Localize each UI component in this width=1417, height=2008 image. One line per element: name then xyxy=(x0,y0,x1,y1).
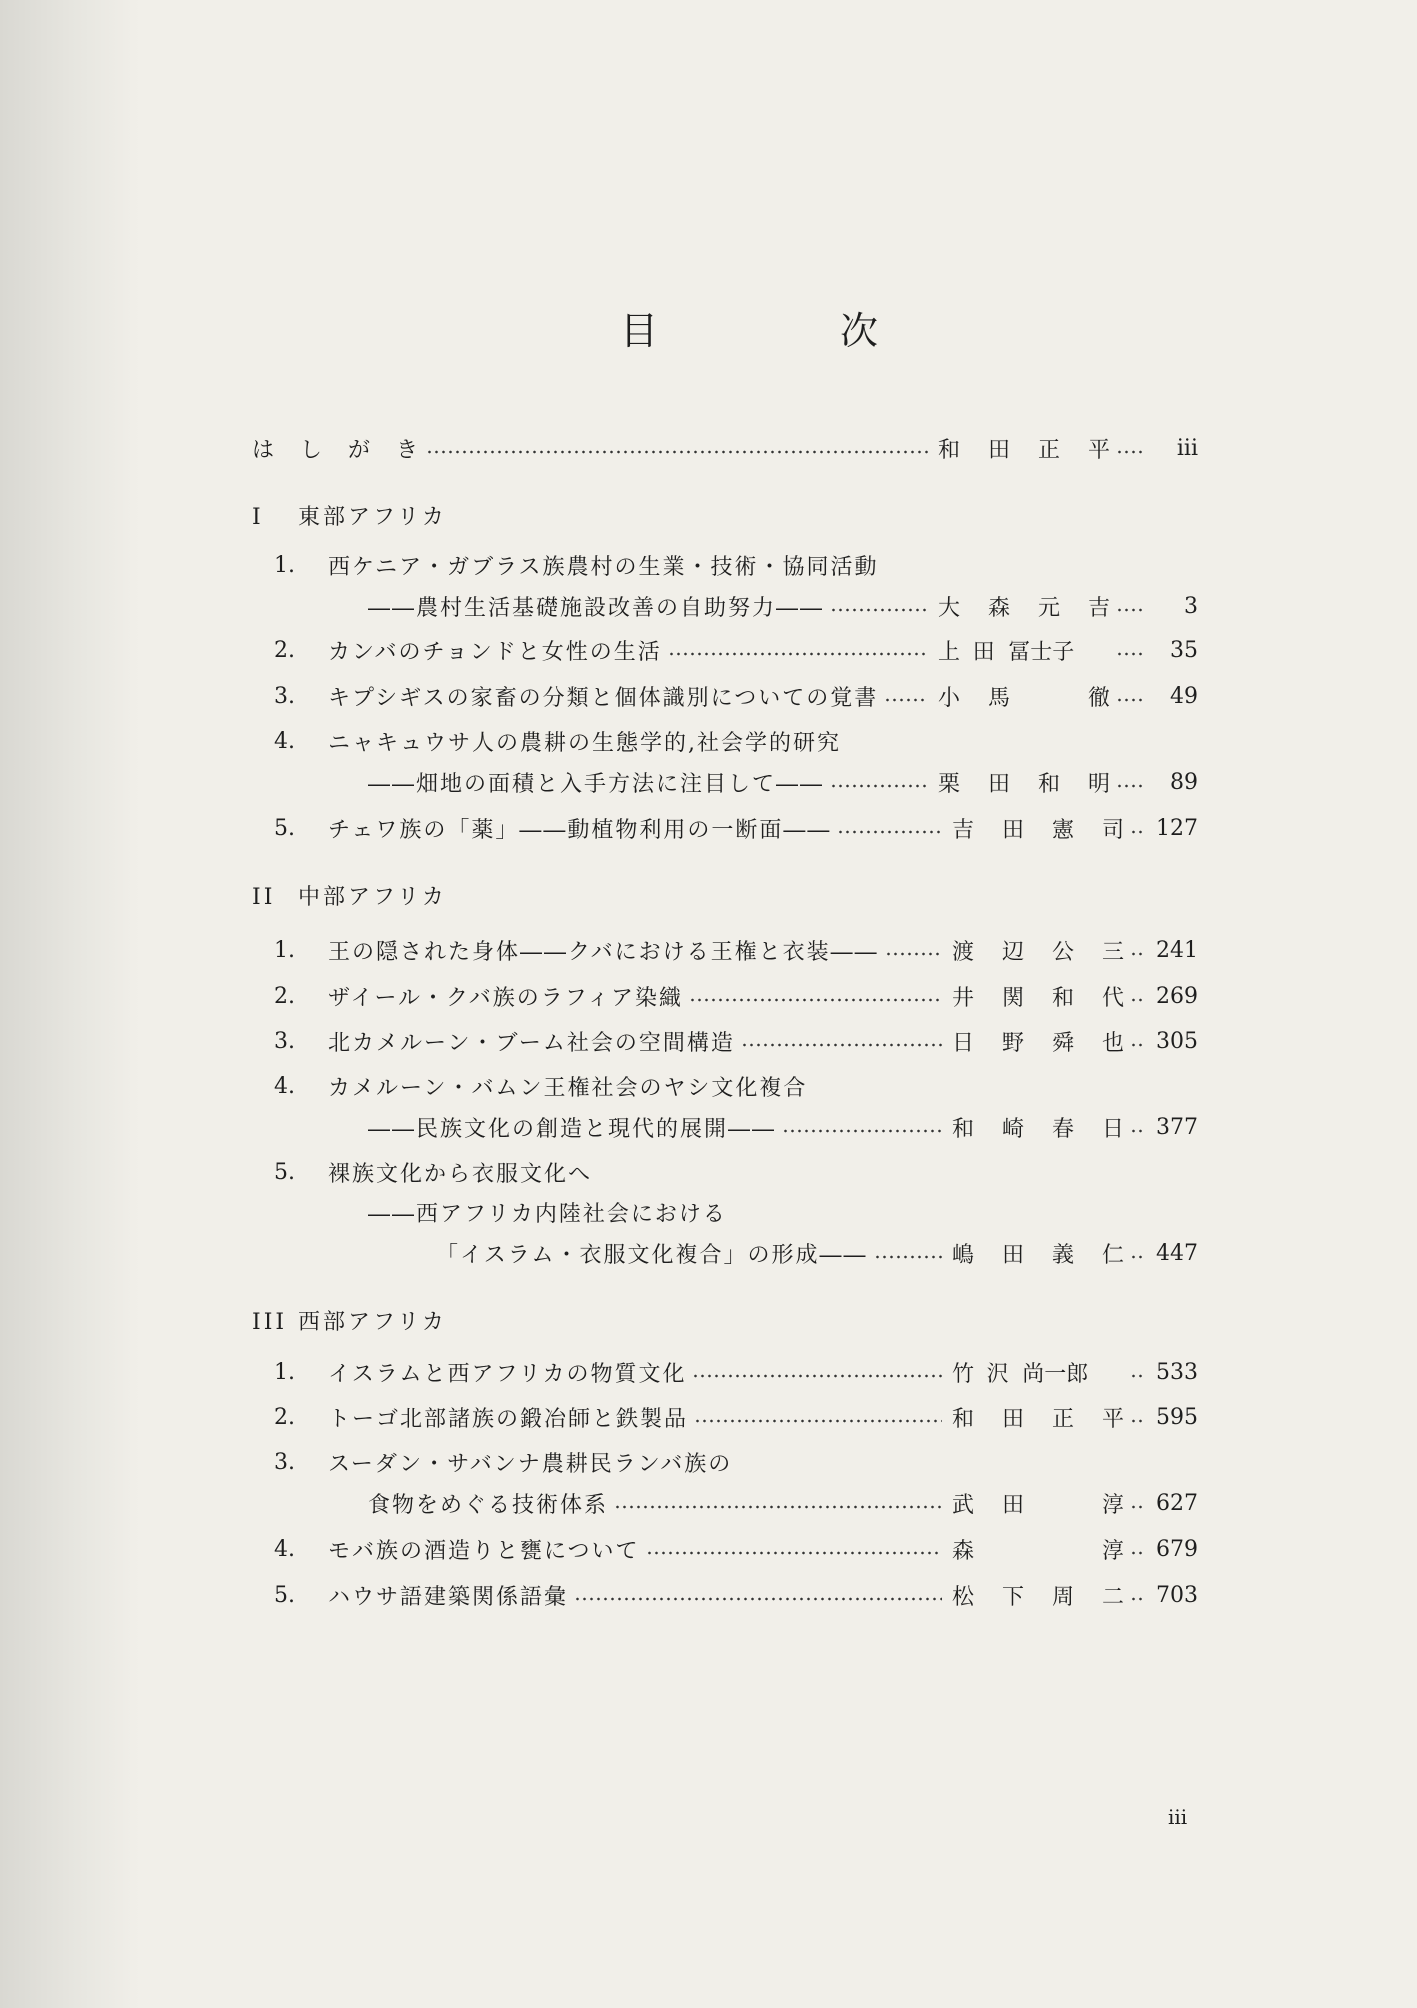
toc-entry[interactable]: 2. ザイール・クバ族のラフィア染織 井 関 和 代 269 xyxy=(252,976,1198,1016)
entry-author: 竹 沢 尚一郎 xyxy=(951,1361,1089,1387)
toc-entry[interactable]: 2. カンバのチョンドと女性の生活 上 田 冨士子 35 xyxy=(252,630,1198,670)
toc-entry-preface[interactable] xyxy=(252,428,1198,468)
toc-entry-cont[interactable]: 食物をめぐる技術体系 武 田 淳 627 xyxy=(252,1483,1198,1523)
leader-dots xyxy=(689,998,942,1002)
toc-entry[interactable]: 5. チェワ族の「薬」――動植物利用の一断面―― 吉 田 憲 司 127 xyxy=(252,808,1198,848)
toc-entry-cont[interactable]: ――農村生活基礎施設改善の自助努力―― 大 森 元 吉 3 xyxy=(252,586,1198,626)
leader-dots xyxy=(614,1505,942,1509)
leader-dots xyxy=(874,1255,942,1259)
entry-author: 栗 田 和 明 xyxy=(937,771,1110,797)
section-heading-3: III 西部アフリカ xyxy=(252,1310,447,1335)
entry-author: 小 馬 徹 xyxy=(937,685,1110,711)
leader-dots xyxy=(694,1419,942,1423)
entry-author: 井 関 和 代 xyxy=(951,985,1124,1011)
leader-dots xyxy=(741,1043,942,1047)
entry-author: 上 田 冨士子 xyxy=(937,639,1075,665)
page-edge-shadow xyxy=(0,0,140,2008)
toc-entry-cont: ――西アフリカ内陸社会における xyxy=(368,1201,727,1227)
entry-author: 日 野 舜 也 xyxy=(951,1030,1124,1056)
entry-author: 武 田 淳 xyxy=(951,1492,1124,1518)
toc-entry[interactable]: 1. 王の隠された身体――クバにおける王権と衣装―― 渡 辺 公 三 241 xyxy=(252,930,1198,970)
entry-author: 和 田 正 平 xyxy=(951,1406,1124,1432)
toc-entry[interactable]: 5. 裸族文化から衣服文化へ xyxy=(274,1159,593,1187)
toc-entry[interactable]: 3. キプシギスの家畜の分類と個体識別についての覚書 小 馬 徹 49 xyxy=(252,676,1198,716)
toc-entry-cont[interactable]: ――畑地の面積と入手方法に注目して―― 栗 田 和 明 89 xyxy=(252,762,1198,802)
entry-author: 渡 辺 公 三 xyxy=(951,939,1124,965)
toc-entry[interactable]: 4. モバ族の酒造りと甕について 森 淳 679 xyxy=(252,1529,1198,1569)
leader-dots xyxy=(885,952,942,956)
leader-dots xyxy=(574,1597,942,1601)
entry-author: 松 下 周 二 xyxy=(951,1584,1124,1610)
toc-entry-cont[interactable]: 「イスラム・衣服文化複合」の形成―― 嶋 田 義 仁 447 xyxy=(252,1233,1198,1273)
toc-entry-cont[interactable]: ――民族文化の創造と現代的展開―― 和 崎 春 日 377 xyxy=(252,1107,1198,1147)
page-number: iii xyxy=(1168,1805,1188,1829)
leader-dots xyxy=(830,784,928,788)
leader-dots xyxy=(646,1551,942,1555)
toc-entry[interactable]: 2. トーゴ北部諸族の鍛冶師と鉄製品 和 田 正 平 595 xyxy=(252,1397,1198,1437)
leader-dots xyxy=(837,830,942,834)
leader-dots xyxy=(668,652,928,656)
leader-dots xyxy=(426,450,928,454)
leader-dots xyxy=(692,1374,942,1378)
toc-entry[interactable]: 4. カメルーン・バムン王権社会のヤシ文化複合 xyxy=(274,1073,808,1101)
toc-entry[interactable]: 1. 西ケニア・ガブラス族農村の生業・技術・協同活動 xyxy=(274,552,879,580)
entry-author: 和 崎 春 日 xyxy=(951,1116,1124,1142)
entry-author: 和 田 正 平 xyxy=(937,437,1110,463)
toc-entry[interactable]: 4. ニャキュウサ人の農耕の生態学的,社会学的研究 xyxy=(274,728,841,756)
leader-dots xyxy=(884,698,928,702)
entry-title: は し が き xyxy=(252,437,421,463)
entry-author: 吉 田 憲 司 xyxy=(951,817,1124,843)
entry-author: 大 森 元 吉 xyxy=(937,595,1110,621)
entry-author: 森 淳 xyxy=(951,1538,1124,1564)
entry-page: iii xyxy=(1176,435,1198,461)
toc-entry[interactable]: 1. イスラムと西アフリカの物質文化 竹 沢 尚一郎 533 xyxy=(252,1352,1198,1392)
toc-entry[interactable]: 5. ハウサ語建築関係語彙 松 下 周 二 703 xyxy=(252,1575,1198,1615)
toc-entry[interactable]: 3. 北カメルーン・ブーム社会の空間構造 日 野 舜 也 305 xyxy=(252,1021,1198,1061)
section-heading-2: II 中部アフリカ xyxy=(252,885,447,910)
leader-dots xyxy=(830,608,928,612)
page-title: 目 次 xyxy=(620,309,951,353)
entry-author: 嶋 田 義 仁 xyxy=(951,1242,1124,1268)
toc-entry[interactable]: 3. スーダン・サバンナ農耕民ランバ族の xyxy=(274,1449,733,1477)
section-heading-1: I 東部アフリカ xyxy=(252,505,447,530)
leader-dots xyxy=(782,1129,942,1133)
